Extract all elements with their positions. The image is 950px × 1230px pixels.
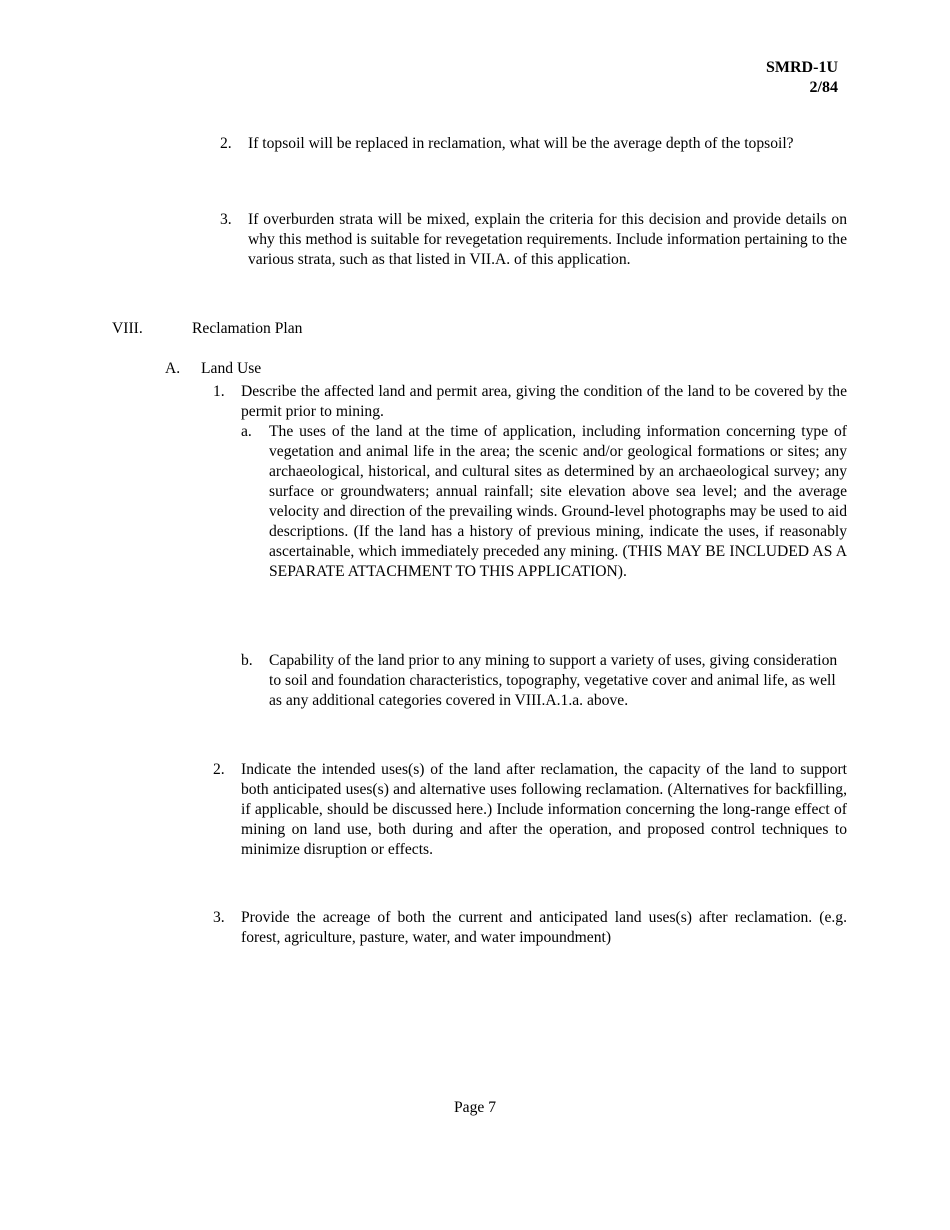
form-id: SMRD-1U <box>766 59 838 76</box>
form-header <box>766 58 838 98</box>
item-text: If overburden strata will be mixed, explain the criteria for this decision and provide details on why this method is suitable for revegetation requirements. Include information pertaining to the various strata, such as that listed in VII.A. of this application. <box>248 211 847 268</box>
section-title: Reclamation Plan <box>192 320 303 337</box>
subitem-text: Capability of the land prior to any mining to support a variety of uses, giving consideration to soil and foundation characteristics, topography, vegetative cover and animal life, as well as any additional categories covered in VIII.A.1.a. above. <box>269 652 838 709</box>
form-date: 2/84 <box>809 79 838 96</box>
item-number: 2. <box>213 761 225 778</box>
item-number: 3. <box>213 909 225 926</box>
item-number: 1. <box>213 383 225 400</box>
item-number: 3. <box>220 211 232 228</box>
item-text: Describe the affected land and permit area, giving the condition of the land to be covered by the permit prior to mining. <box>241 383 847 420</box>
subsection-title: Land Use <box>201 360 262 377</box>
subitem-letter: b. <box>241 652 253 669</box>
section-number: VIII. <box>112 320 143 337</box>
item-text: Provide the acreage of both the current and anticipated land uses(s) after reclamation. (e.g. forest, agriculture, pasture, water, and water impoundment) <box>241 909 847 946</box>
subsection-letter: A. <box>165 360 181 377</box>
subitem-text: The uses of the land at the time of application, including information concerning type of vegetation and animal life in the area; the scenic and/or geological formations or sites; any archaeological, historical, and cultural sites as determined by an archaeological survey; any surface or groundwaters; annual rainfall; site elevation above sea level; and the average velocity and direction of the prevailing winds. Ground-level photographs may be used to aid descriptions. (If the land has a history of previous mining, indicate the uses, if reasonably ascertainable, which immediately preceded any mining. (THIS MAY BE INCLUDED AS A SEPARATE ATTACHMENT TO THIS APPLICATION). <box>269 423 847 580</box>
item-text: Indicate the intended uses(s) of the land after reclamation, the capacity of the land to support both anticipated uses(s) and alternative uses following reclamation. (Alternatives for backfilling, if applicable, should be discussed here.) Include information concerning the long-range effect of mining on land use, both during and after the operation, and proposed control techniques to minimize disruption or effects. <box>241 761 847 858</box>
item-number: 2. <box>220 135 232 152</box>
page-number: Page 7 <box>453 1099 496 1116</box>
subitem-letter: a. <box>241 423 252 440</box>
item-text: If topsoil will be replaced in reclamation, what will be the average depth of the topsoil? <box>248 135 794 152</box>
